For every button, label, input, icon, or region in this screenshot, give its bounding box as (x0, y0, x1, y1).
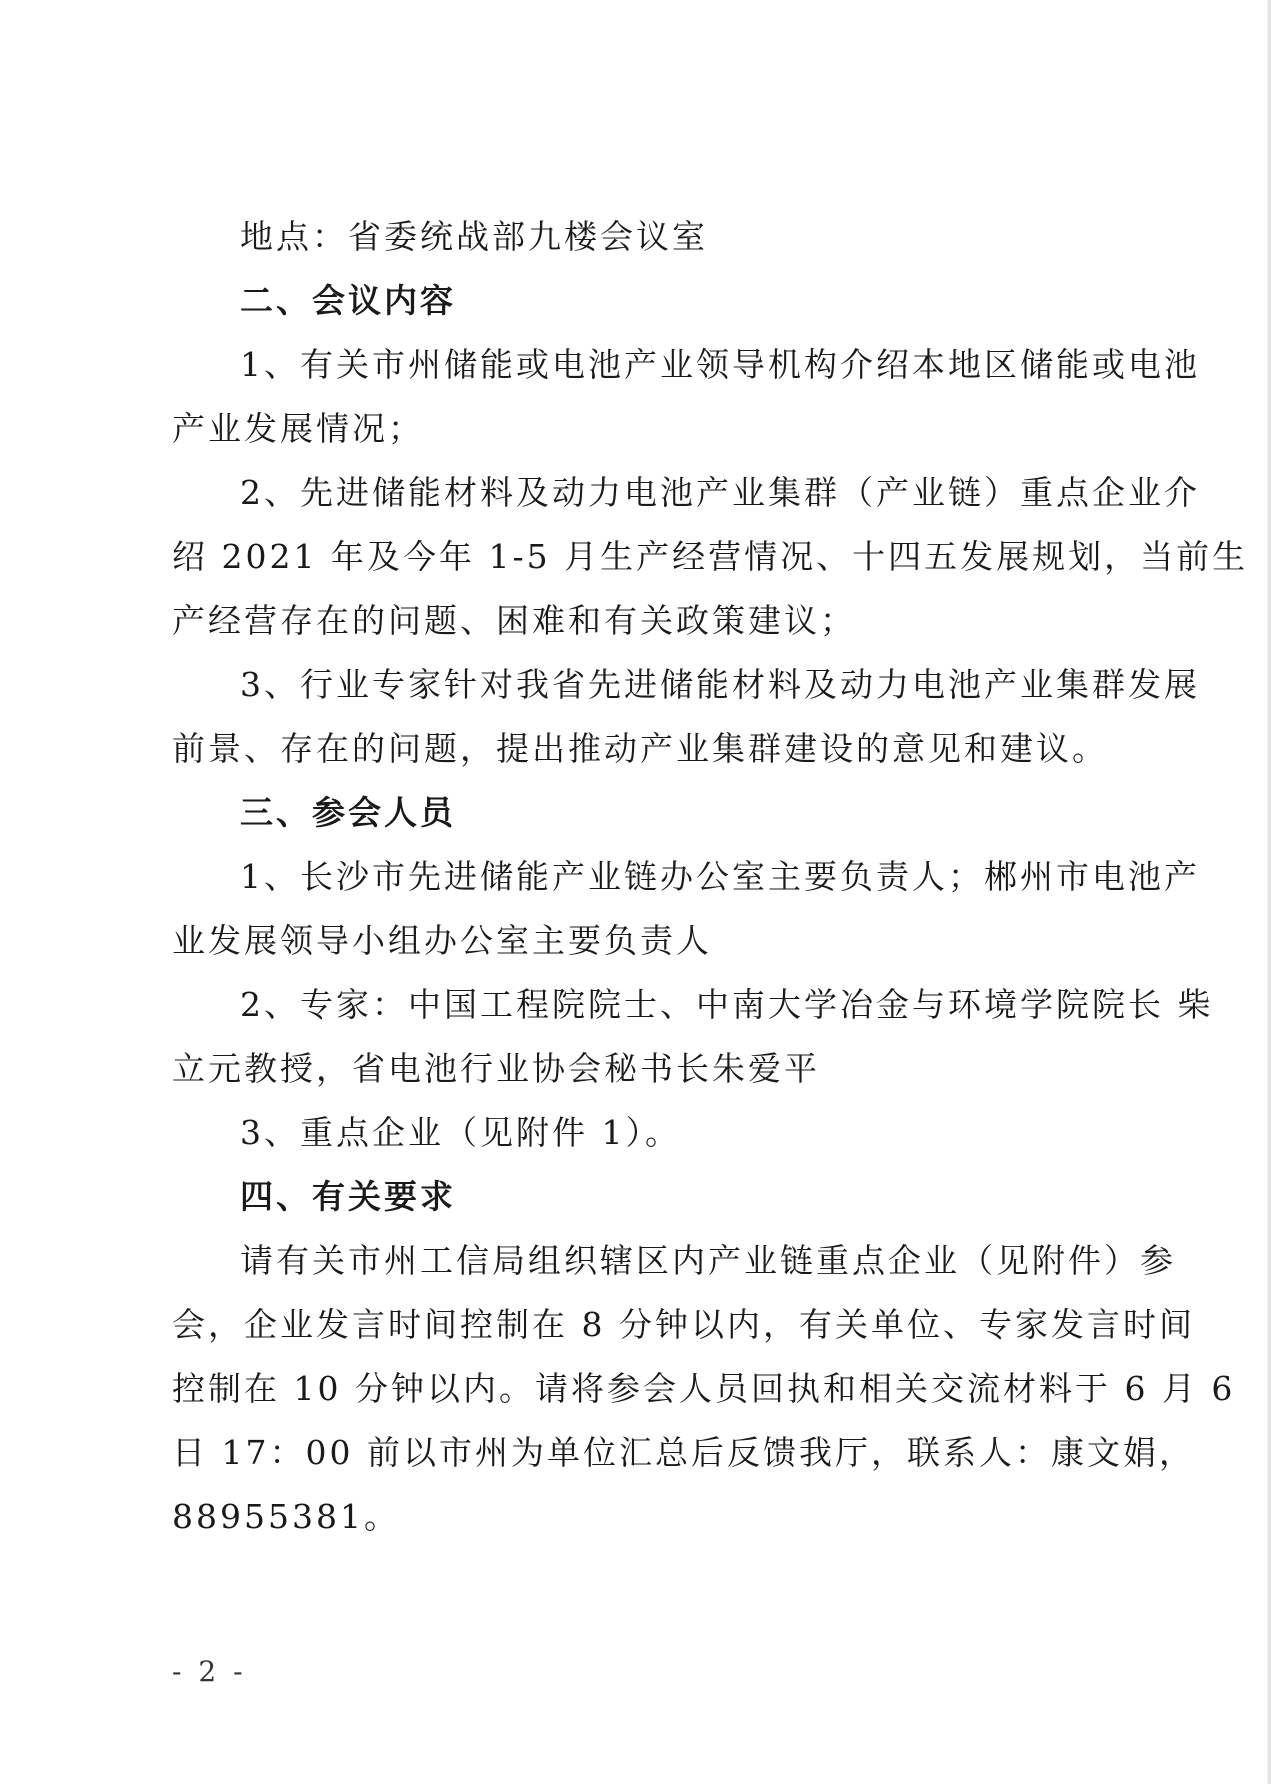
paragraph-line: 绍 2021 年及今年 1-5 月生产经营情况、十四五发展规划，当前生 (172, 537, 1249, 576)
location-line: 地点：省委统战部九楼会议室 (240, 217, 708, 256)
paragraph-line: 前景、存在的问题，提出推动产业集群建设的意见和建议。 (172, 729, 1108, 768)
paragraph-line: 1、有关市州储能或电池产业领导机构介绍本地区储能或电池 (240, 345, 1200, 384)
paragraph-line: 88955381。 (172, 1497, 400, 1536)
paragraph-line: 3、重点企业（见附件 1）。 (240, 1113, 681, 1152)
section-heading-meeting-content: 二、会议内容 (240, 281, 456, 320)
paragraph-line: 1、长沙市先进储能产业链办公室主要负责人；郴州市电池产 (240, 857, 1200, 896)
page-edge (1267, 0, 1271, 1784)
page-number: - 2 - (172, 1655, 247, 1688)
paragraph-line: 业发展领导小组办公室主要负责人 (172, 921, 712, 960)
paragraph-line: 3、行业专家针对我省先进储能材料及动力电池产业集群发展 (240, 665, 1200, 704)
section-heading-requirements: 四、有关要求 (240, 1177, 456, 1216)
paragraph-line: 立元教授，省电池行业协会秘书长朱爱平 (172, 1049, 820, 1088)
paragraph-line: 会，企业发言时间控制在 8 分钟以内，有关单位、专家发言时间 (172, 1305, 1195, 1344)
paragraph-line: 产业发展情况； (172, 409, 424, 448)
section-heading-attendees: 三、参会人员 (240, 793, 456, 832)
paragraph-line: 2、先进储能材料及动力电池产业集群（产业链）重点企业介 (240, 473, 1200, 512)
paragraph-line: 请有关市州工信局组织辖区内产业链重点企业（见附件）参 (240, 1241, 1176, 1280)
paragraph-line: 控制在 10 分钟以内。请将参会人员回执和相关交流材料于 6 月 6 (172, 1369, 1236, 1408)
paragraph-line: 产经营存在的问题、困难和有关政策建议； (172, 601, 856, 640)
paragraph-line: 日 17：00 前以市州为单位汇总后反馈我厅，联系人：康文娟， (172, 1433, 1195, 1472)
document-body (172, 205, 1249, 1549)
paragraph-line: 2、专家：中国工程院院士、中南大学冶金与环境学院院长 柴 (240, 985, 1214, 1024)
